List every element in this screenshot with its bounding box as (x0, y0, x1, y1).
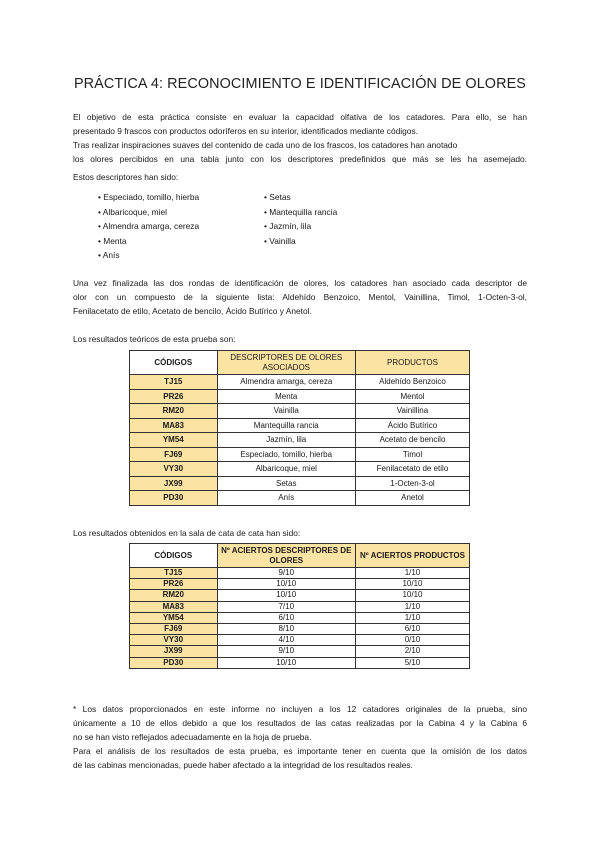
obtained-results-table (129, 543, 470, 669)
list-item: • Especiado, tomillo, hierba (98, 192, 200, 202)
table-row (130, 601, 470, 612)
intro-paragraph (73, 110, 527, 166)
theoretical-intro: Los resultados teóricos de esta prueba son: (73, 334, 236, 344)
association-line-2: olor con un compuesto de la siguiente lista: Aldehído Benzoico, Mentol, Vainillina, Timol, 1-Octen-3-ol, (73, 292, 527, 302)
descriptors-intro: Estos descriptores han sido: (73, 172, 179, 182)
table-row (130, 389, 470, 404)
code-cell: TJ15 (130, 375, 218, 390)
table-cell: 1/10 (355, 612, 469, 623)
code-cell: TJ15 (130, 568, 218, 579)
table-cell: 1/10 (355, 568, 469, 579)
table-row (130, 404, 470, 419)
table-row (130, 447, 470, 462)
table-row (130, 612, 470, 623)
table-row (130, 433, 470, 448)
table-cell: Aldehído Benzoico (355, 375, 469, 390)
theoretical-results-table (129, 350, 470, 506)
association-paragraph (73, 276, 527, 318)
footnote-paragraph (73, 702, 527, 772)
table-row (130, 579, 470, 590)
table-cell: Menta (217, 389, 355, 404)
code-cell: PR26 (130, 389, 218, 404)
table-cell: Mantequilla rancia (217, 418, 355, 433)
code-cell: PD30 (130, 657, 218, 668)
code-cell: FJ69 (130, 623, 218, 634)
intro-line-4: los olores percibidos en una tabla junto con los descriptores predefinidos que más se les ha asemejado. (73, 154, 527, 164)
table-header-row (130, 351, 470, 375)
table-row (130, 462, 470, 477)
table-cell: Almendra amarga, cereza (217, 375, 355, 390)
table-cell: Anetol (355, 491, 469, 506)
table-cell: 10/10 (217, 579, 355, 590)
code-cell: PR26 (130, 579, 218, 590)
footnote-line-2: únicamente a 10 de ellos debido a que los resultados de las catas realizadas por la Cabina 4 y la Cabina 6 (73, 718, 527, 728)
theoretical-table-body (130, 375, 470, 506)
intro-line-3: Tras realizar inspiraciones suaves del contenido de cada uno de los frascos, los catadores han anotado (73, 140, 458, 150)
header-codes: CÓDIGOS (130, 351, 218, 375)
footnote-line-4: Para el análisis de los resultados de esta prueba, es importante tener en cuenta que la omisión de los datos (73, 746, 527, 756)
header-product-hits: Nº ACIERTOS PRODUCTOS (355, 544, 469, 568)
list-item: • Menta (98, 235, 127, 246)
table-cell: 6/10 (217, 612, 355, 623)
table-row (130, 568, 470, 579)
table-cell: 9/10 (217, 646, 355, 657)
footnote-line-3: no se han visto reflejados adecuadamente en la hoja de prueba. (73, 732, 312, 742)
header-codes: CÓDIGOS (130, 544, 218, 568)
table-cell: 5/10 (355, 657, 469, 668)
table-row (130, 657, 470, 668)
table-cell: 2/10 (355, 646, 469, 657)
descriptor-list-right (264, 190, 337, 248)
code-cell: JX99 (130, 476, 218, 491)
code-cell: VY30 (130, 462, 218, 477)
table-cell: Mentol (355, 389, 469, 404)
table-row (130, 646, 470, 657)
table-cell: 10/10 (355, 590, 469, 601)
table-cell: 9/10 (217, 568, 355, 579)
table-cell: Fenilacetato de etilo (355, 462, 469, 477)
intro-line-2: presentado 9 frascos con productos odoríferos en su interior, identificados mediante códigos. (73, 126, 418, 136)
page-title: PRÁCTICA 4: RECONOCIMIENTO E IDENTIFICACIÓN DE OLORES (73, 76, 526, 92)
code-cell: PD30 (130, 491, 218, 506)
obtained-intro: Los resultados obtenidos en la sala de cata de cata han sido: (73, 528, 301, 538)
table-row (130, 418, 470, 433)
table-cell: 6/10 (355, 623, 469, 634)
table-row (130, 375, 470, 390)
table-cell: Jazmín, lila (217, 433, 355, 448)
table-cell: 7/10 (217, 601, 355, 612)
code-cell: RM20 (130, 404, 218, 419)
code-cell: FJ69 (130, 447, 218, 462)
list-item: • Jazmín, lila (264, 221, 312, 232)
code-cell: MA83 (130, 418, 218, 433)
obtained-table-body (130, 568, 470, 669)
table-cell: Albaricoque, miel (217, 462, 355, 477)
table-cell: 10/10 (355, 579, 469, 590)
table-row (130, 491, 470, 506)
table-cell: 4/10 (217, 635, 355, 646)
header-descriptor-hits: Nº ACIERTOS DESCRIPTORES DE OLORES (217, 544, 355, 568)
table-row (130, 476, 470, 491)
table-cell: Timol (355, 447, 469, 462)
table-cell: 0/10 (355, 635, 469, 646)
table-header-row (130, 544, 470, 568)
code-cell: YM54 (130, 612, 218, 623)
table-cell: 1-Octen-3-ol (355, 476, 469, 491)
table-cell: Acetato de bencilo (355, 433, 469, 448)
header-descriptors: DESCRIPTORES DE OLORES ASOCIADOS (217, 351, 355, 375)
table-cell: Setas (217, 476, 355, 491)
table-cell: Anís (217, 491, 355, 506)
list-item: • Vainilla (264, 235, 296, 246)
intro-line-1: El objetivo de esta práctica consiste en evaluar la capacidad olfativa de los catadores. Para ello, se han (73, 112, 527, 122)
table-cell: 1/10 (355, 601, 469, 612)
association-line-1: Una vez finalizada las dos rondas de identificación de olores, los catadores han asociado cada descriptor de (73, 278, 527, 288)
table-cell: Vainilla (217, 404, 355, 419)
table-cell: Especiado, tomillo, hierba (217, 447, 355, 462)
list-item: • Mantequilla rancia (264, 206, 338, 217)
list-item: • Almendra amarga, cereza (98, 221, 200, 232)
header-products: PRODUCTOS (355, 351, 469, 375)
code-cell: VY30 (130, 635, 218, 646)
table-cell: Ácido Butírico (355, 418, 469, 433)
table-cell: 10/10 (217, 657, 355, 668)
table-row (130, 635, 470, 646)
table-row (130, 623, 470, 634)
code-cell: YM54 (130, 433, 218, 448)
footnote-line-1: * Los datos proporcionados en este informe no incluyen a los 12 catadores originales de la prueba, sino (73, 704, 527, 714)
table-cell: Vainillina (355, 404, 469, 419)
list-item: • Anís (98, 250, 120, 261)
footnote-line-5: de las cabinas mencionadas, puede haber afectado a la integridad de los resultados reales. (73, 760, 413, 770)
code-cell: MA83 (130, 601, 218, 612)
descriptor-list-left (98, 190, 199, 263)
list-item: • Albaricoque, miel (98, 206, 168, 217)
table-cell: 10/10 (217, 590, 355, 601)
code-cell: JX99 (130, 646, 218, 657)
code-cell: RM20 (130, 590, 218, 601)
association-line-3: Fenilacetato de etilo, Acetato de bencilo, Ácido Butírico y Anetol. (73, 306, 312, 316)
table-row (130, 590, 470, 601)
table-cell: 8/10 (217, 623, 355, 634)
list-item: • Setas (264, 192, 291, 202)
